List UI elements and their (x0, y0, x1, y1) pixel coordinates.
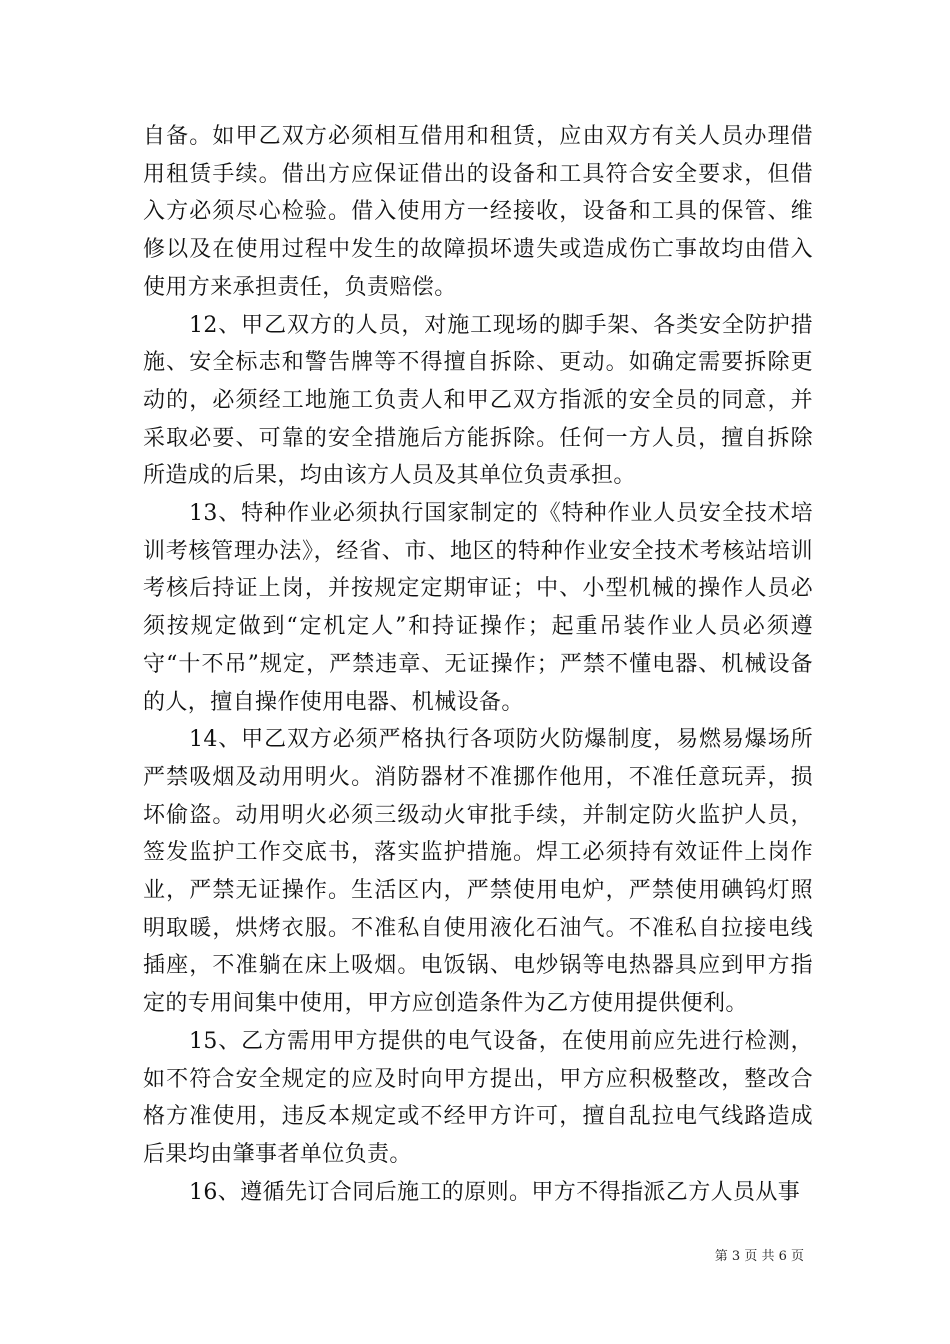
paragraph-14: 14、甲乙双方必须严格执行各项防火防爆制度，易燃易爆场所严禁吸烟及动用明火。消防器材不准挪作他用，不准任意玩弄，损坏偷盗。动用明火必须三级动火审批手续，并制定防火监护人员，签发监护工作交底书，落实监护措施。焊工必须持有效证件上岗作业，严禁无证操作。生活区内，严禁使用电炉，严禁使用碘钨灯照明取暖，烘烤衣服。不准私自使用液化石油气。不准私自拉接电线插座，不准躺在床上吸烟。电饭锅、电炒锅等电热器具应到甲方指定的专用间集中使用，甲方应创造条件为乙方使用提供便利。 (143, 727, 813, 1017)
document-body (143, 118, 813, 1211)
paragraph-continuation: 自备。如甲乙双方必须相互借用和租赁，应由双方有关人员办理借用租赁手续。借出方应保证借出的设备和工具符合安全要求，但借入方必须尽心检验。借入使用方一经接收，设备和工具的保管、维修以及在使用过程中发生的故障损坏遗失或造成伤亡事故均由借入使用方来承担责任，负责赔偿。 (143, 124, 813, 300)
paragraph-12: 12、甲乙双方的人员，对施工现场的脚手架、各类安全防护措施、安全标志和警告牌等不得擅自拆除、更动。如确定需要拆除更动的，必须经工地施工负责人和甲乙双方指派的安全员的同意，并采取必要、可靠的安全措施后方能拆除。任何一方人员，擅自拆除所造成的后果，均由该方人员及其单位负责承担。 (143, 312, 813, 489)
paragraph-16: 16、遵循先订合同后施工的原则。甲方不得指派乙方人员从事 (189, 1179, 801, 1205)
paragraph-15: 15、乙方需用甲方提供的电气设备，在使用前应先进行检测，如不符合安全规定的应及时向甲方提出，甲方应积极整改，整改合格方准使用，违反本规定或不经甲方许可，擅自乱拉电气线路造成后果均由肇事者单位负责。 (143, 1028, 813, 1167)
page-number-footer: 第 3 页 共 6 页 (714, 1249, 804, 1264)
paragraph-13: 13、特种作业必须执行国家制定的《特种作业人员安全技术培训考核管理办法》，经省、市、地区的特种作业安全技术考核站培训考核后持证上岗，并按规定定期审证；中、小型机械的操作人员必须按规定做到“定机定人”和持证操作；起重吊装作业人员必须遵守“十不吊”规定，严禁违章、无证操作；严禁不懂电器、机械设备的人，擅自操作使用电器、机械设备。 (143, 501, 813, 715)
